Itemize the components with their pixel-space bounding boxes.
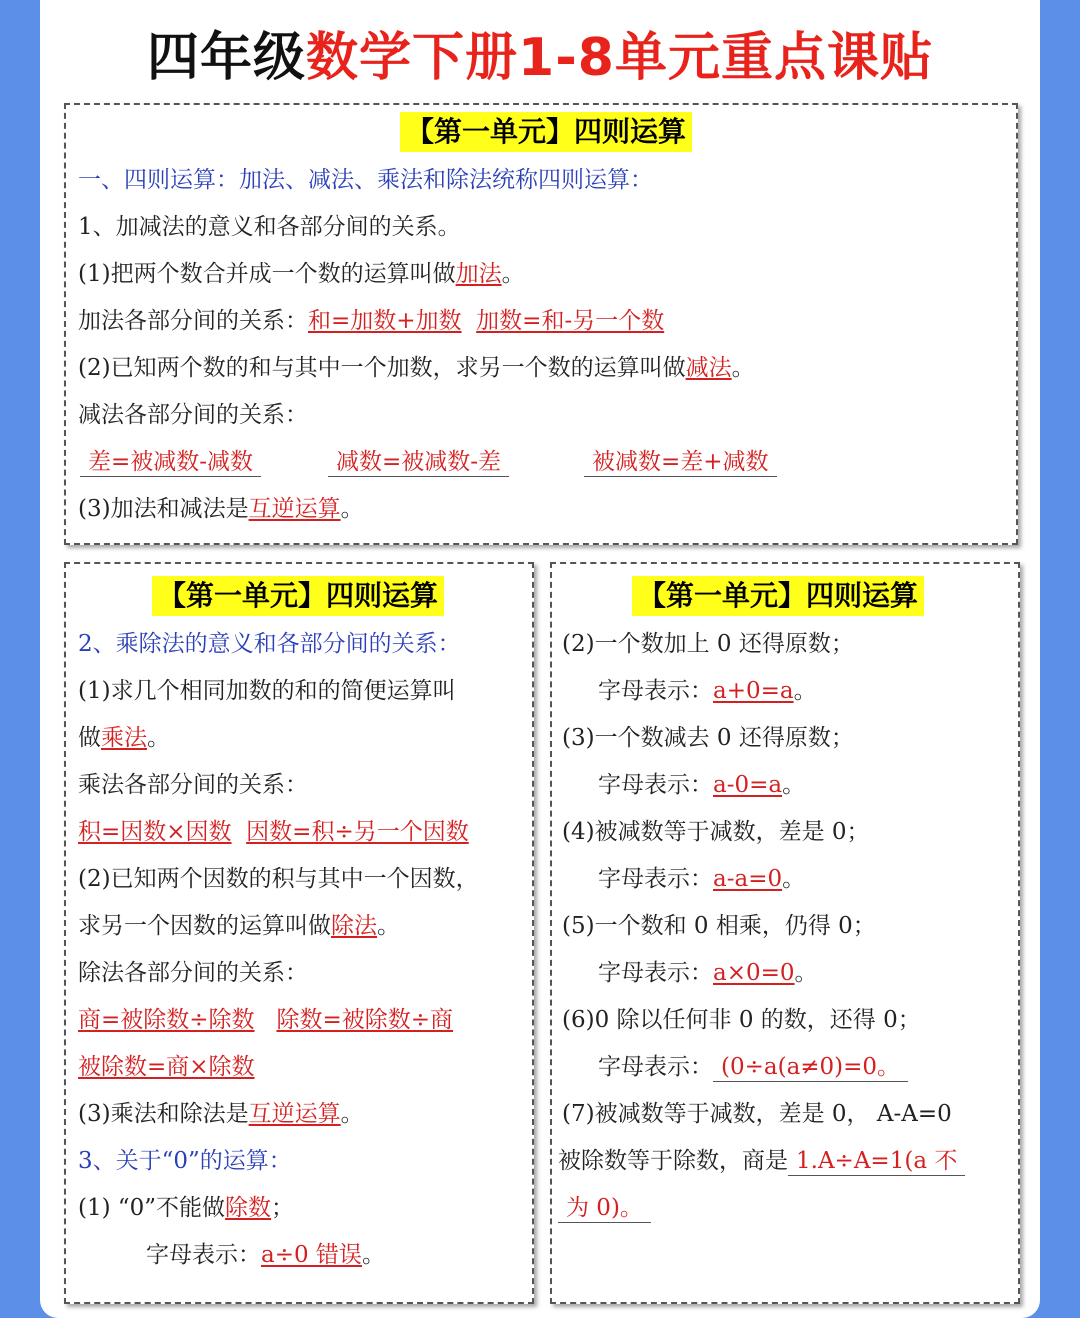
text-span: (3)乘法和除法是 <box>78 1101 249 1127</box>
text-span: 字母表示： <box>146 1242 261 1268</box>
blank-answer <box>584 446 777 478</box>
section-heading-left: 【第一单元】四则运算 <box>152 576 444 616</box>
text-line <box>78 1098 364 1130</box>
answer-text: 减法 <box>685 355 732 381</box>
answer-text: 和=加数+加数 <box>308 308 462 334</box>
text-line <box>598 957 818 989</box>
text-line <box>78 1192 294 1224</box>
answer-text: 加数=和-另一个数 <box>476 308 665 334</box>
text-line <box>78 1051 255 1083</box>
text-line <box>598 863 805 895</box>
text-line <box>598 675 817 707</box>
blank-answer <box>80 446 261 478</box>
answer-text: 1.A÷A=1(a 不 <box>788 1147 965 1176</box>
text-span: 。 <box>377 913 400 939</box>
text-span: 字母表示： <box>598 960 713 986</box>
text-span: 求另一个因数的运算叫做 <box>78 913 331 939</box>
text-line <box>78 352 755 384</box>
text-line: 减法各部分间的关系： <box>78 402 308 428</box>
text-line: (3)一个数减去 0 还得原数； <box>562 725 854 751</box>
text-line: (5)一个数和 0 相乘，仍得 0； <box>562 913 876 939</box>
blank-answer <box>328 446 509 478</box>
answer-text: a+0=a <box>713 678 794 704</box>
text-span: 加法各部分间的关系： <box>78 308 308 334</box>
text-span: 。 <box>361 1242 385 1268</box>
text-line <box>78 493 364 525</box>
answer-text: 积=因数×因数 <box>78 819 232 845</box>
answer-text: 被除数=商×除数 <box>78 1054 255 1080</box>
answer-text: 互逆运算 <box>248 496 341 522</box>
title-subject: 数学下册1-8单元重点课贴 <box>306 28 933 88</box>
answer-text: a÷0 错误 <box>261 1242 362 1268</box>
text-span: (2)已知两个数的和与其中一个加数，求另一个数的运算叫做 <box>78 355 686 381</box>
text-line <box>78 258 525 290</box>
text-line: (7)被减数等于减数，差是 0， A-A=0 <box>562 1101 952 1127</box>
text-line: 乘法各部分间的关系： <box>78 772 308 798</box>
text-line: (6)0 除以任何非 0 的数，还得 0； <box>562 1007 921 1033</box>
text-span: 字母表示： <box>598 866 713 892</box>
text-span: (3)加法和减法是 <box>78 496 249 522</box>
text-span: 字母表示： <box>598 1054 713 1080</box>
answer-text: 加法 <box>455 261 502 287</box>
answer-text: a-0=a <box>713 772 783 798</box>
text-span: 被除数等于除数，商是 <box>558 1148 788 1174</box>
text-span: 。 <box>782 866 806 892</box>
text-line <box>558 1145 965 1177</box>
text-line <box>78 305 664 337</box>
text-line <box>598 769 805 801</box>
answer-text: 被减数=差+减数 <box>584 448 777 477</box>
text-line: (1)求几个相同加数的和的简便运算叫 <box>78 678 456 704</box>
answer-text: 为 0)。 <box>558 1194 651 1223</box>
text-line: (2)已知两个因数的积与其中一个因数， <box>78 866 479 892</box>
text-span: 。 <box>794 960 818 986</box>
answer-text: a×0=0 <box>713 960 795 986</box>
text-span: 。 <box>340 496 364 522</box>
answer-text: 因数=积÷另一个因数 <box>246 819 469 845</box>
title-grade: 四年级 <box>147 28 307 88</box>
text-line <box>558 1192 651 1224</box>
text-span: (1)把两个数合并成一个数的运算叫做 <box>78 261 456 287</box>
answer-text: 乘法 <box>101 725 147 751</box>
answer-text: 减数=被减数-差 <box>328 448 509 477</box>
text-line: 除法各部分间的关系： <box>78 960 308 986</box>
text-span: 字母表示： <box>598 772 713 798</box>
text-line: 2、乘除法的意义和各部分间的关系： <box>78 631 461 657</box>
text-line: 一、四则运算：加法、减法、乘法和除法统称四则运算： <box>78 167 653 193</box>
answer-text: a-a=0 <box>713 866 783 892</box>
text-span: 做 <box>78 725 101 751</box>
text-span: 。 <box>731 355 755 381</box>
section-heading-right: 【第一单元】四则运算 <box>632 576 924 616</box>
text-span: 。 <box>782 772 806 798</box>
answer-text: (0÷a(a≠0)=0。 <box>713 1053 908 1082</box>
text-line: (4)被减数等于减数，差是 0； <box>562 819 870 845</box>
answer-text: 除数 <box>225 1195 272 1221</box>
text-span: 字母表示： <box>598 678 713 704</box>
text-span: 。 <box>340 1101 364 1127</box>
text-line <box>78 816 469 848</box>
text-line: 3、关于“0”的运算： <box>78 1148 292 1174</box>
answer-text: 除法 <box>331 913 377 939</box>
answer-text: 除数=被除数÷商 <box>276 1007 454 1033</box>
text-span: 。 <box>147 725 170 751</box>
answer-text: 商=被除数÷除数 <box>78 1007 255 1033</box>
text-line: (2)一个数加上 0 还得原数； <box>562 631 854 657</box>
section-heading-top: 【第一单元】四则运算 <box>400 112 692 152</box>
text-line: 1、加减法的意义和各部分间的关系。 <box>78 214 461 240</box>
text-line <box>78 722 170 754</box>
text-span: 。 <box>501 261 525 287</box>
text-line <box>78 1004 453 1036</box>
text-span: 。 <box>793 678 817 704</box>
text-span: (1) “0”不能做 <box>78 1195 226 1221</box>
text-line <box>598 1051 908 1083</box>
text-line <box>78 910 400 942</box>
text-line <box>146 1239 385 1271</box>
text-span: ； <box>271 1195 295 1221</box>
page-title <box>0 26 1080 90</box>
answer-text: 差=被减数-减数 <box>80 448 261 477</box>
answer-text: 互逆运算 <box>248 1101 341 1127</box>
